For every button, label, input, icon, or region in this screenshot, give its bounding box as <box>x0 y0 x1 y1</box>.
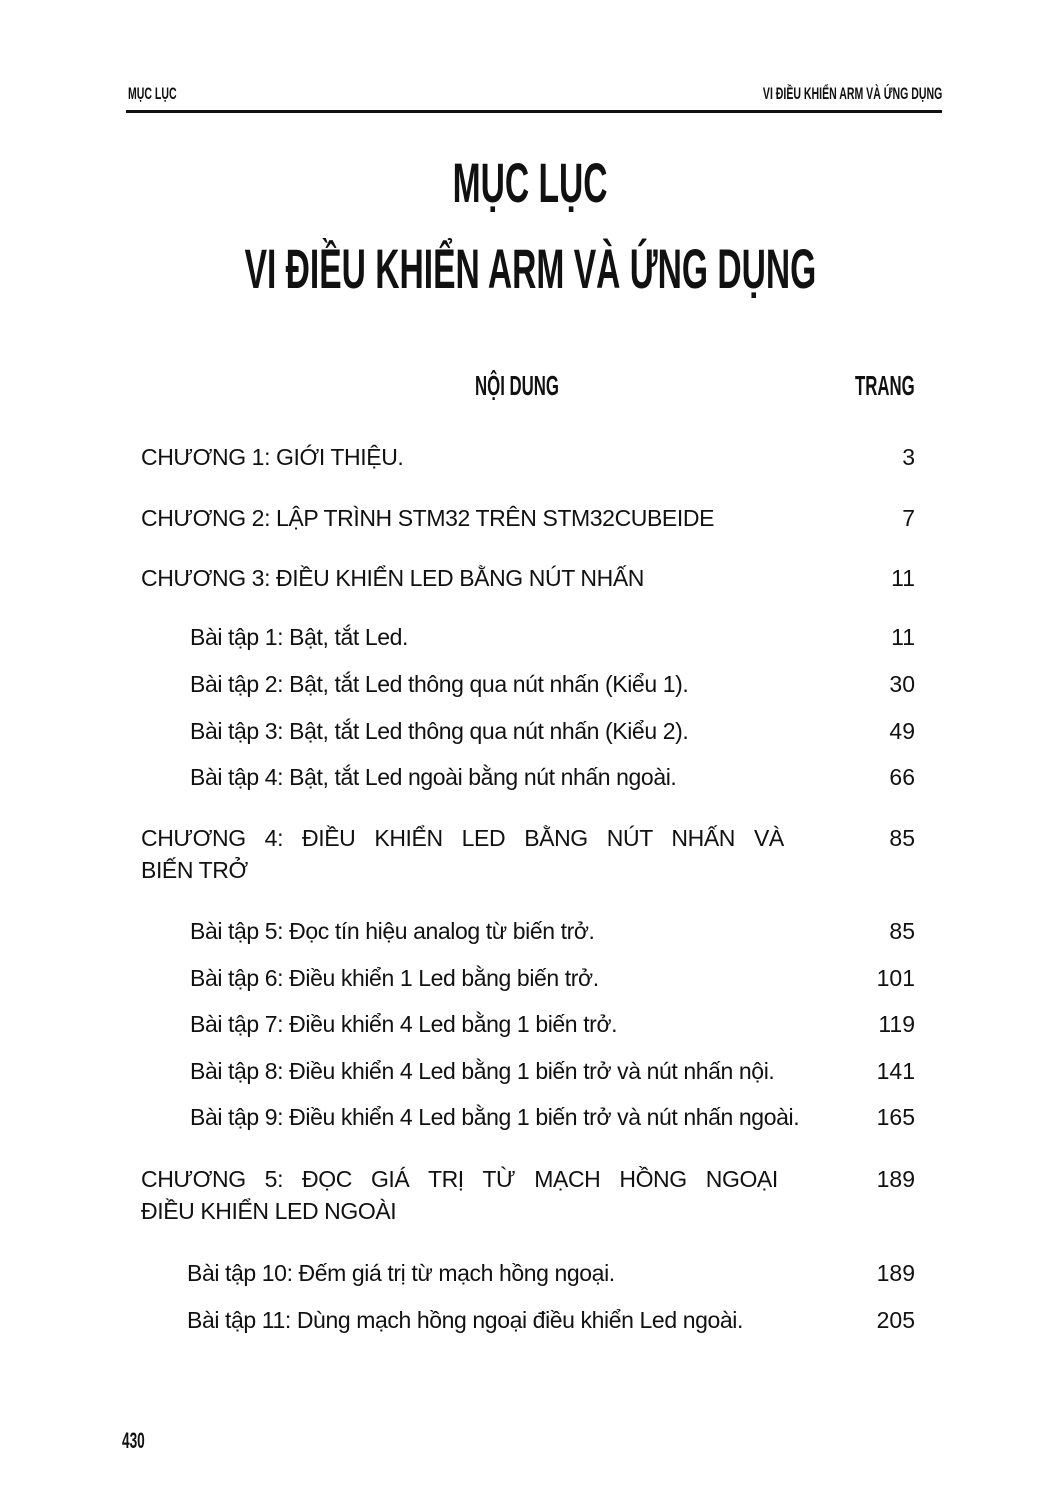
toc-entry-page: 11 <box>891 624 915 650</box>
toc-entry-page: 205 <box>876 1307 915 1333</box>
toc-entry-title: Bài tập 6: Điều khiển 1 Led bằng biến trở. <box>190 965 599 991</box>
toc-entry-title: CHƯƠNG 2: LẬP TRÌNH STM32 TRÊN STM32CUBEIDE <box>141 505 715 531</box>
toc-entry-page: 141 <box>876 1058 915 1084</box>
toc-chapter-entry <box>141 441 831 473</box>
toc-exercise-entry <box>187 1257 877 1289</box>
toc-entry-page: 7 <box>902 505 915 531</box>
toc-entry-title: Bài tập 2: Bật, tắt Led thông qua nút nhấn (Kiểu 1). <box>190 671 689 697</box>
column-header-page: TRANG <box>855 370 915 401</box>
column-header-content: NỘI DUNG <box>475 370 559 401</box>
running-header-right: VI ĐIỀU KHIỂN ARM VÀ ỨNG DỤNG <box>762 84 942 103</box>
toc-chapter-entry <box>141 562 831 594</box>
toc-exercise-entry <box>190 1055 880 1087</box>
toc-entry-page: 49 <box>889 718 915 744</box>
toc-entry-page: 30 <box>889 671 915 697</box>
toc-entry-page: 66 <box>889 764 915 790</box>
toc-chapter-entry <box>141 1163 831 1195</box>
toc-exercise-entry <box>190 915 880 947</box>
page-number: 430 <box>122 1428 145 1453</box>
toc-entry-page: 101 <box>876 965 915 991</box>
toc-entry-title: Bài tập 5: Đọc tín hiệu analog từ biến trở. <box>190 918 595 944</box>
header-rule <box>126 110 942 113</box>
toc-entry-page: 189 <box>876 1166 915 1192</box>
toc-entry-page: 189 <box>876 1260 915 1286</box>
running-header-left: MỤC LỤC <box>128 84 177 103</box>
toc-exercise-entry <box>190 761 880 793</box>
toc-entry-title: CHƯƠNG 4: ĐIỀU KHIỂN LED BẰNG NÚT NHẤN VÀ <box>141 825 784 851</box>
toc-entry-page: 85 <box>889 825 915 851</box>
toc-entry-title: CHƯƠNG 5: ĐỌC GIÁ TRỊ TỪ MẠCH HỒNG NGOẠI <box>141 1166 778 1192</box>
title-line-2: VI ĐIỀU KHIỂN ARM VÀ ỨNG DỤNG <box>244 237 816 300</box>
toc-exercise-entry <box>190 668 880 700</box>
toc-exercise-entry <box>190 715 880 747</box>
toc-entry-title: CHƯƠNG 1: GIỚI THIỆU. <box>141 444 404 470</box>
toc-entry-title: Bài tập 10: Đếm giá trị từ mạch hồng ngoại. <box>187 1260 615 1286</box>
toc-entry-title: Bài tập 4: Bật, tắt Led ngoài bằng nút nhấn ngoài. <box>190 764 677 790</box>
toc-exercise-entry <box>190 1101 880 1133</box>
page-title <box>0 150 1060 215</box>
toc-chapter-entry <box>141 822 831 854</box>
page-subtitle <box>0 236 1060 301</box>
toc-entry-title: Bài tập 9: Điều khiển 4 Led bằng 1 biến trở và nút nhấn ngoài. <box>190 1104 800 1130</box>
toc-entry-page: 11 <box>891 565 915 591</box>
toc-entry-title-continued: ĐIỀU KHIỂN LED NGOÀI <box>141 1198 397 1224</box>
toc-entry-page: 85 <box>889 918 915 944</box>
toc-entry-title: CHƯƠNG 3: ĐIỀU KHIỂN LED BẰNG NÚT NHẤN <box>141 565 644 591</box>
toc-entry-title: Bài tập 11: Dùng mạch hồng ngoại điều khiển Led ngoài. <box>187 1307 743 1333</box>
toc-exercise-entry <box>190 1008 880 1040</box>
toc-entry-title: Bài tập 7: Điều khiển 4 Led bằng 1 biến trở. <box>190 1011 618 1037</box>
toc-entry-title: Bài tập 3: Bật, tắt Led thông qua nút nhấn (Kiểu 2). <box>190 718 689 744</box>
title-line-1: MỤC LỤC <box>452 151 608 214</box>
toc-entry-page: 119 <box>878 1011 915 1037</box>
toc-chapter-entry <box>141 502 831 534</box>
toc-entry-page: 165 <box>876 1104 915 1130</box>
toc-entry-page: 3 <box>902 444 915 470</box>
toc-entry-title: Bài tập 1: Bật, tắt Led. <box>190 624 408 650</box>
toc-exercise-entry <box>190 962 880 994</box>
toc-exercise-entry <box>187 1304 877 1336</box>
toc-exercise-entry <box>190 621 880 653</box>
toc-entry-title-continued: BIẾN TRỞ <box>141 857 248 883</box>
toc-entry-title: Bài tập 8: Điều khiển 4 Led bằng 1 biến trở và nút nhấn nội. <box>190 1058 775 1084</box>
